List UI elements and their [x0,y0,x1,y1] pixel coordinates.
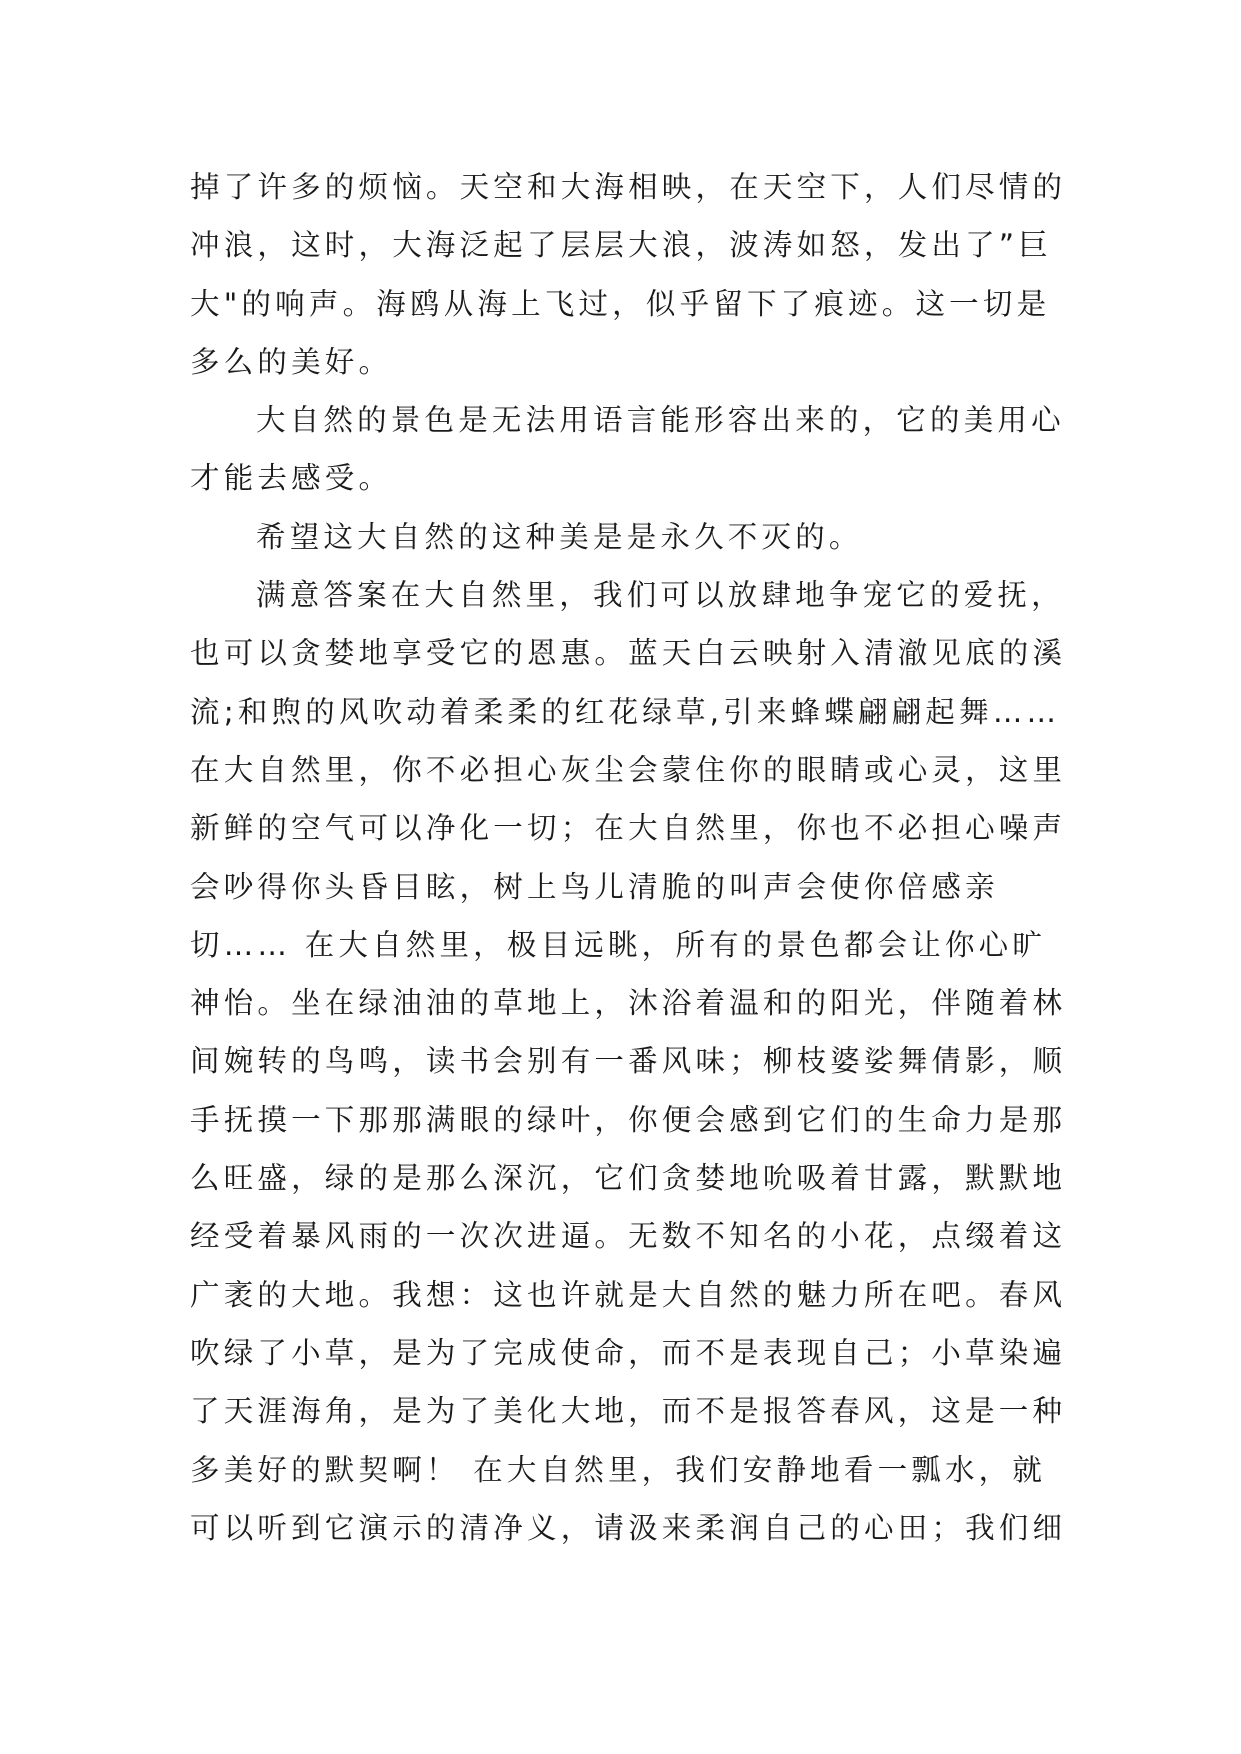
text-line: 了天涯海角，是为了美化大地，而不是报答春风，这是一种 [190,1394,1067,1429]
text-line: 大"的响声。海鸥从海上飞过，似乎留下了痕迹。这一切是 [190,286,1051,321]
text-line: 冲浪，这时，大海泛起了层层大浪，波涛如怒，发出了”巨 [190,228,1052,263]
text-line: 流;和煦的风吹动着柔柔的红花绿草,引来蜂蝶翩翩起舞…… [190,694,1061,729]
text-line: 经受着暴风雨的一次次进逼。无数不知名的小花，点缀着这 [190,1219,1067,1254]
text-line: 掉了许多的烦恼。天空和大海相映，在天空下，人们尽情的 [190,170,1067,204]
text-line: 可以听到它演示的清净义，请汲来柔润自己的心田；我们细 [190,1510,1067,1545]
text-line: 会吵得你头昏目眩，树上鸟儿清脆的叫声会使你倍感亲 [190,869,999,904]
text-line: 切…… 在大自然里，极目远眺，所有的景色都会让你心旷 [190,927,1047,962]
text-line: 手抚摸一下那那满眼的绿叶，你便会感到它们的生命力是那 [190,1102,1067,1137]
text-line: 神怡。坐在绿油油的草地上，沐浴着温和的阳光，伴随着林 [190,986,1067,1021]
text-line: 新鲜的空气可以净化一切；在大自然里，你也不必担心噪声 [190,811,1067,846]
text-line: 也可以贪婪地享受它的恩惠。蓝天白云映射入清澈见底的溪 [190,636,1067,671]
paragraph-start-line: 希望这大自然的这种美是是永久不灭的。 [256,519,863,554]
text-line: 多么的美好。 [190,344,393,379]
text-line: 么旺盛，绿的是那么深沉，它们贪婪地吮吸着甘露，默默地 [190,1161,1067,1196]
text-line: 广袤的大地。我想：这也许就是大自然的魅力所在吧。春风 [190,1277,1067,1312]
paragraph-start-line: 大自然的景色是无法用语言能形容出来的，它的美用心 [256,403,1065,438]
text-line: 多美好的默契啊！ 在大自然里，我们安静地看一瓢水，就 [190,1452,1047,1487]
text-line: 吹绿了小草，是为了完成使命，而不是表现自己；小草染遍 [190,1335,1067,1370]
body-text [190,158,1067,1557]
paragraph-start-line: 满意答案在大自然里，我们可以放肆地争宠它的爱抚， [256,578,1065,613]
text-line: 在大自然里，你不必担心灰尘会蒙住你的眼睛或心灵，这里 [190,752,1067,787]
text-line: 间婉转的鸟鸣，读书会别有一番风味；柳枝婆娑舞倩影，顺 [190,1044,1067,1079]
text-line: 才能去感受。 [190,461,393,496]
